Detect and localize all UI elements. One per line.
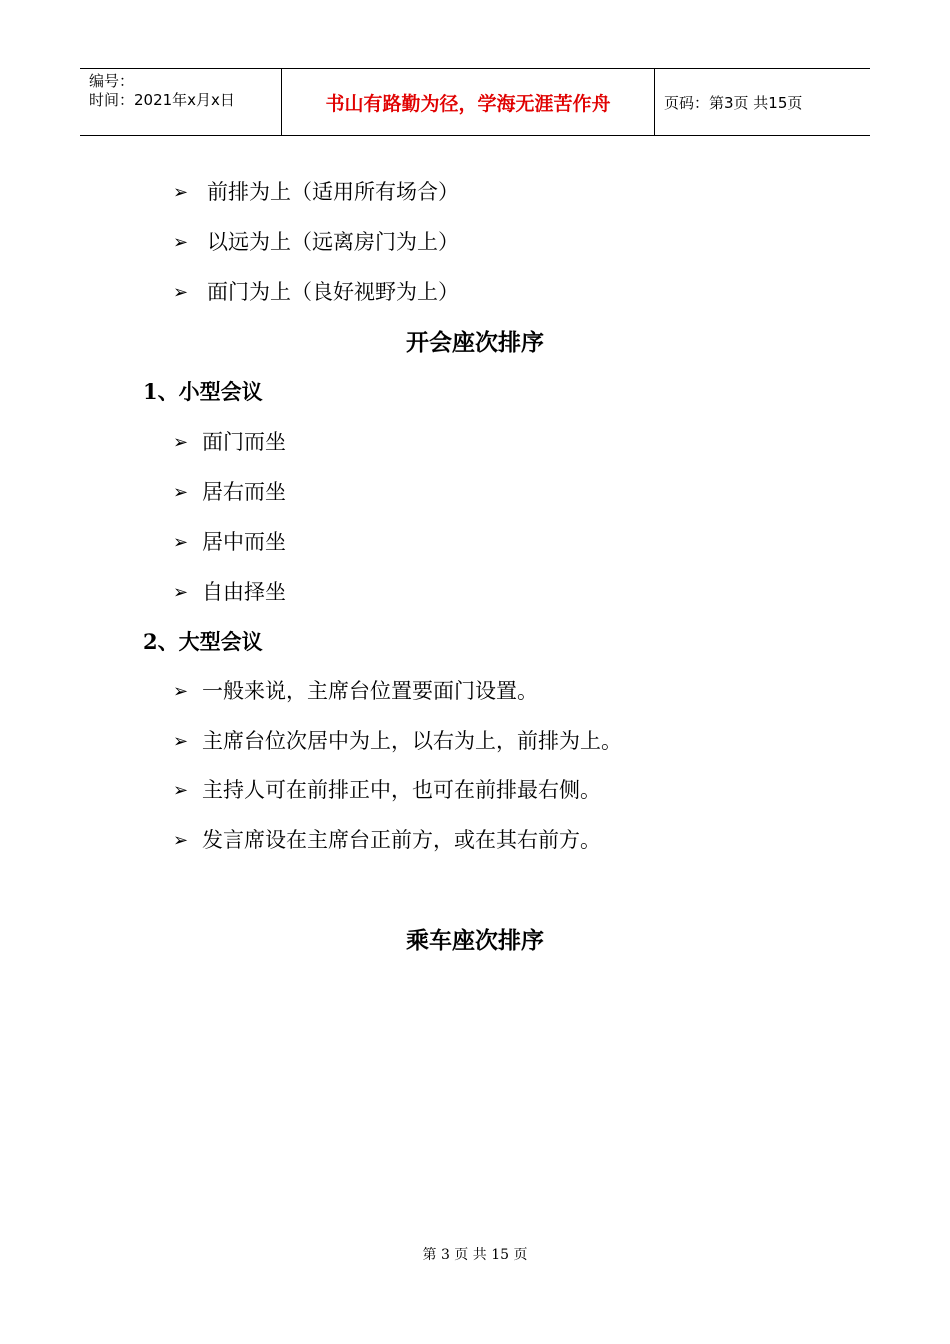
subsection-heading: 1、小型会议 (143, 379, 263, 404)
list-item: 面门为上（良好视野为上） (207, 280, 459, 304)
subsection-heading: 2、大型会议 (143, 629, 263, 654)
list-item: 以远为上（远离房门为上） (207, 230, 459, 254)
list-item: 居右而坐 (202, 480, 286, 504)
bullet-arrow-icon: ➢ (173, 532, 189, 553)
bullet-arrow-icon: ➢ (173, 731, 189, 752)
list-item: 自由择坐 (202, 580, 286, 604)
bullet-arrow-icon: ➢ (173, 780, 189, 801)
list-item: 主持人可在前排正中，也可在前排最右侧。 (202, 778, 601, 802)
bullet-arrow-icon: ➢ (173, 681, 189, 702)
bullet-arrow-icon: ➢ (173, 432, 189, 453)
bullet-arrow-icon: ➢ (173, 282, 189, 303)
list-item: 主席台位次居中为上，以右为上，前排为上。 (202, 729, 622, 753)
list-item: 发言席设在主席台正前方，或在其右前方。 (202, 828, 601, 852)
list-item: 一般来说，主席台位置要面门设置。 (202, 679, 538, 703)
header-motto: 书山有路勤为径，学海无涯苦作舟 (325, 92, 611, 115)
bullet-arrow-icon: ➢ (173, 232, 189, 253)
header-meta (80, 69, 281, 135)
section-title: 乘车座次排序 (406, 927, 544, 954)
header-date: 时间：2021年x月x日 (89, 91, 235, 109)
header-page-info: 页码：第3页 共15页 (664, 93, 803, 112)
header-number-label: 编号： (89, 72, 135, 90)
header-divider (654, 69, 655, 135)
page-header (80, 68, 870, 136)
bullet-arrow-icon: ➢ (173, 830, 189, 851)
section-title: 开会座次排序 (406, 329, 544, 356)
bullet-arrow-icon: ➢ (173, 582, 189, 603)
page-footer: 第 3 页 共 15 页 (422, 1247, 528, 1263)
list-item: 居中而坐 (202, 530, 286, 554)
bullet-arrow-icon: ➢ (173, 482, 189, 503)
list-item: 前排为上（适用所有场合） (207, 180, 459, 204)
bullet-arrow-icon: ➢ (173, 182, 189, 203)
list-item: 面门而坐 (202, 430, 286, 454)
